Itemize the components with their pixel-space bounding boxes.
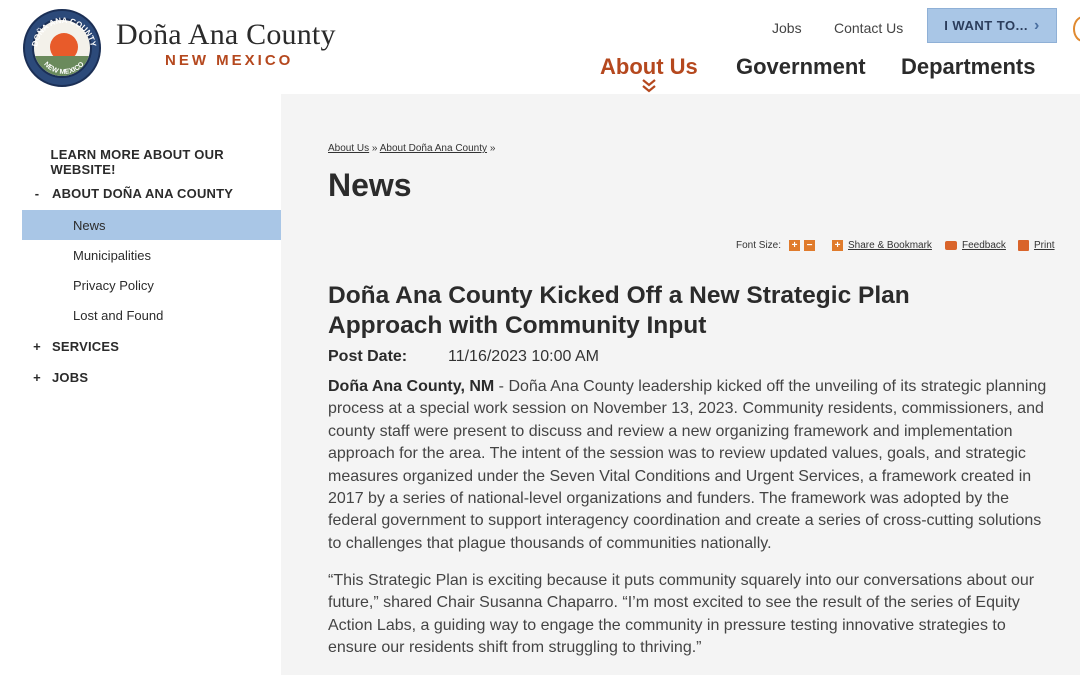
share-icon: + — [832, 240, 843, 251]
utility-link-jobs[interactable]: Jobs — [772, 20, 802, 36]
site-title[interactable]: Doña Ana County — [116, 18, 336, 51]
font-size-label: Font Size: — [736, 240, 782, 251]
svg-text:NEW MEXICO — [42, 60, 86, 76]
font-decrease-button[interactable]: − — [804, 240, 815, 251]
share-bookmark-tool[interactable] — [832, 240, 932, 251]
breadcrumb-link-about-us[interactable]: About Us — [328, 143, 370, 154]
breadcrumb-separator: » — [371, 143, 378, 154]
print-icon — [1018, 240, 1029, 251]
font-size-tool — [736, 240, 815, 251]
post-date-value: 11/16/2023 10:00 AM — [448, 348, 599, 365]
sidebar-item-news[interactable] — [22, 210, 281, 240]
search-icon[interactable] — [1073, 16, 1080, 42]
sidebar-item-label: LEARN MORE ABOUT OUR WEBSITE! — [50, 147, 224, 177]
nav-about-us[interactable]: About Us — [600, 54, 698, 79]
sidebar-item-jobs[interactable] — [22, 362, 281, 392]
seal-text-bottom: NEW MEXICO — [42, 60, 86, 76]
nav-government[interactable]: Government — [736, 54, 866, 79]
sidebar-item-label: SERVICES — [52, 338, 120, 354]
article-paragraph-1 — [328, 376, 1058, 555]
county-seal-logo[interactable] — [23, 9, 101, 87]
chevron-right-icon: › — [1033, 16, 1040, 34]
print-tool[interactable] — [1018, 240, 1055, 251]
sidebar-item-services[interactable] — [22, 331, 281, 361]
breadcrumb — [328, 143, 495, 154]
site-header — [0, 0, 1080, 94]
post-date-label: Post Date: — [328, 348, 408, 365]
seal-text-top: DOÑA ANA COUNTY — [30, 15, 98, 48]
site-subtitle: NEW MEXICO — [165, 52, 294, 69]
chevron-down-icon — [641, 79, 657, 93]
expand-icon[interactable]: + — [33, 338, 41, 354]
article-title: Doña Ana County Kicked Off a New Strategic Plan Approach with Community Input — [328, 282, 910, 339]
expand-icon[interactable]: + — [33, 369, 41, 385]
sidebar-item-label: ABOUT DOÑA ANA COUNTY — [52, 185, 234, 201]
breadcrumb-link-about-county[interactable]: About Doña Ana County — [379, 143, 488, 154]
seal-ring-text-icon — [25, 11, 103, 89]
sidebar-item-about-county[interactable] — [22, 178, 281, 208]
page-title: News — [328, 167, 412, 203]
utility-link-contact[interactable]: Contact Us — [834, 20, 904, 36]
sidebar-item-municipalities[interactable] — [22, 240, 281, 270]
feedback-link[interactable]: Feedback — [962, 240, 1006, 251]
sidebar-item-label: Lost and Found — [73, 307, 164, 323]
article-dateline: Doña Ana County, NM — [328, 378, 495, 395]
sidebar-item-privacy-policy[interactable] — [22, 270, 281, 300]
i-want-to-button[interactable] — [927, 8, 1057, 43]
feedback-icon — [945, 241, 957, 250]
svg-text:DOÑA ANA COUNTY — [30, 16, 98, 48]
sidebar-item-label: Privacy Policy — [73, 277, 154, 293]
breadcrumb-separator: » — [489, 143, 496, 154]
sidebar — [0, 94, 281, 675]
sidebar-item-label: JOBS — [52, 369, 89, 385]
sidebar-item-lost-and-found[interactable] — [22, 300, 281, 330]
article-paragraph-2: “This Strategic Plan is exciting because it puts community squarely into our conversations about our future,” shared Chair Susanna Chaparro. “I’m most excited to see the result of the series of Equity Action Labs, a guiding way to engage the community in pressure testing innovative strategies to ensure our residents shift from struggling to thriving.” — [328, 572, 1035, 657]
font-increase-button[interactable]: + — [789, 240, 800, 251]
nav-departments[interactable]: Departments — [901, 54, 1036, 79]
print-link[interactable]: Print — [1034, 240, 1055, 251]
sidebar-item-label: News — [73, 217, 106, 233]
article-paragraph-1-text: - Doña Ana County leadership kicked off the unveiling of its strategic planning process at a special work session on November 13, 2023. Community residents, commissioners, and county staff were present to discuss and review a new organizing framework and implementation approach for the area. The intent of the session was to review updated values, goals, and strategic measures organized under the Seven Vital Conditions and Urgent Services, a framework created in 2017 by a series of national-level organizations and funders. The framework was adopted by the federal government to support interagency coordination and create a series of cross-cutting solutions to challenges that plague thousands of communities nationally. — [328, 378, 1047, 552]
i-want-to-label: I WANT TO... — [944, 18, 1028, 33]
share-bookmark-link[interactable]: Share & Bookmark — [848, 240, 932, 251]
collapse-icon[interactable]: - — [34, 185, 40, 201]
sidebar-item-label: Municipalities — [73, 247, 152, 263]
feedback-tool[interactable] — [945, 240, 1006, 251]
main-content — [281, 94, 1080, 675]
sidebar-item-learn-more[interactable] — [22, 147, 281, 177]
